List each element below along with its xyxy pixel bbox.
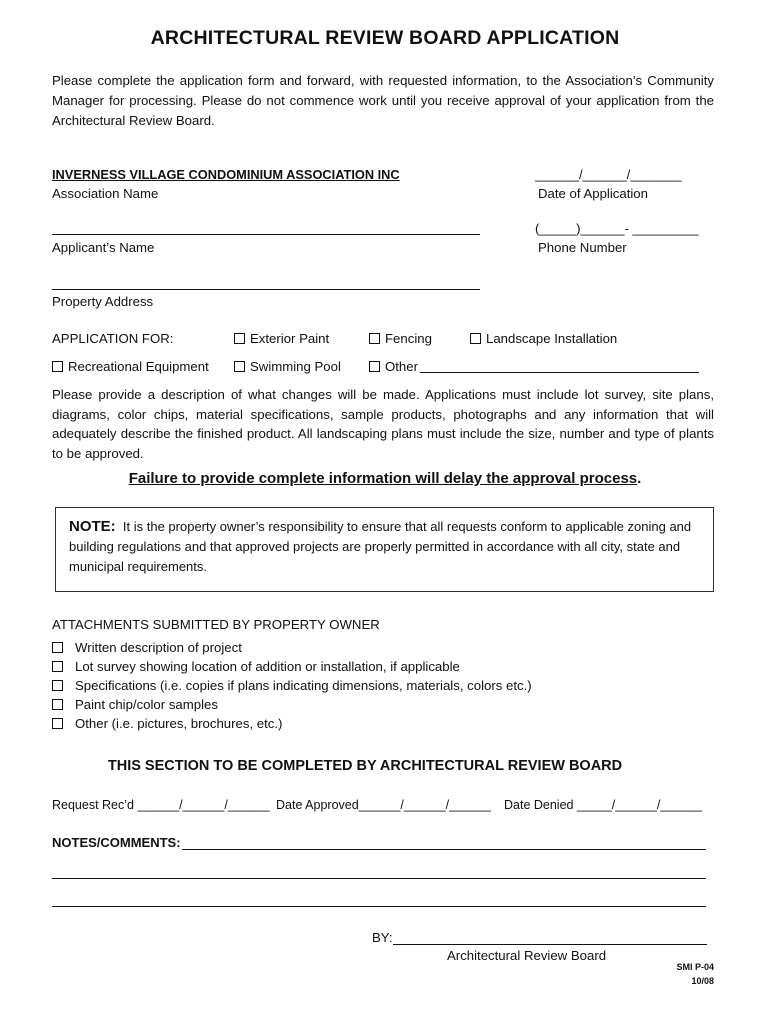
other-option[interactable] (369, 359, 418, 374)
note-text: It is the property owner’s responsibility to ensure that all requests conform to applicable zoning and building regulations and that approved projects are properly permitted in accordance with all city, state and municipal requirements. (69, 519, 692, 574)
attachment-item[interactable] (52, 697, 218, 712)
note-label: NOTE: (69, 518, 116, 535)
attachment-item[interactable] (52, 640, 242, 655)
attachment-item[interactable] (52, 716, 282, 731)
failure-warning (0, 470, 770, 487)
other-description-field[interactable] (420, 360, 699, 373)
swimming-pool-option[interactable] (234, 359, 341, 374)
checkbox-icon[interactable] (52, 718, 63, 729)
checkbox-icon[interactable] (52, 661, 63, 672)
signature-field[interactable] (393, 932, 707, 945)
swimming-pool-label: Swimming Pool (250, 359, 341, 374)
property-address-field[interactable] (52, 277, 480, 290)
fencing-label: Fencing (385, 331, 432, 346)
attachment-label: Written description of project (75, 640, 242, 655)
exterior-paint-label: Exterior Paint (250, 331, 330, 346)
by-label: BY: (372, 930, 393, 945)
failure-warning-period: . (637, 470, 642, 487)
notes-line[interactable] (182, 838, 706, 850)
attachment-label: Paint chip/color samples (75, 697, 218, 712)
landscape-installation-option[interactable] (470, 331, 617, 346)
checkbox-icon[interactable] (234, 361, 245, 372)
form-code: SMI P-04 (676, 962, 714, 972)
association-name-value: INVERNESS VILLAGE CONDOMINIUM ASSOCIATION INC (52, 167, 400, 182)
board-section-title: THIS SECTION TO BE COMPLETED BY ARCHITECTURAL REVIEW BOARD (107, 758, 623, 774)
checkbox-icon[interactable] (234, 333, 245, 344)
notes-line[interactable] (52, 866, 706, 879)
signature-caption: Architectural Review Board (447, 948, 607, 963)
notes-line[interactable] (52, 894, 706, 907)
checkbox-icon[interactable] (369, 361, 380, 372)
attachments-heading: ATTACHMENTS SUBMITTED BY PROPERTY OWNER (52, 617, 380, 632)
date-approved-field[interactable]: Date Approved______/______/______ (276, 798, 491, 812)
exterior-paint-option[interactable] (234, 331, 329, 346)
form-date: 10/08 (691, 976, 714, 986)
property-address-label: Property Address (52, 294, 154, 309)
date-of-application-label: Date of Application (538, 186, 648, 201)
attachment-item[interactable] (52, 659, 460, 674)
date-of-application-field[interactable]: ______/______/_______ (535, 167, 682, 182)
phone-number-label: Phone Number (538, 240, 627, 255)
checkbox-icon[interactable] (52, 361, 63, 372)
recreational-equipment-label: Recreational Equipment (68, 359, 209, 374)
attachment-label: Lot survey showing location of addition or installation, if applicable (75, 659, 460, 674)
request-received-field[interactable]: Request Rec’d ______/______/______ (52, 798, 270, 812)
recreational-equipment-option[interactable] (52, 359, 209, 374)
fencing-option[interactable] (369, 331, 432, 346)
description-paragraph: Please provide a description of what changes will be made. Applications must include lot survey, site plans, diagrams, color chips, material specifications, sample products, photographs and any information that will adequately describe the finished product. All landscaping plans must include the size, number and type of plants to be approved. (52, 387, 714, 461)
checkbox-icon[interactable] (369, 333, 380, 344)
date-denied-field[interactable]: Date Denied _____/______/______ (504, 798, 703, 812)
intro-paragraph: Please complete the application form and forward, with requested information, to the Association’s Community Manager for processing. Please do not commence work until you receive approval of your application from the Architectural Review Board. (52, 73, 714, 128)
attachment-item[interactable] (52, 678, 532, 693)
checkbox-icon[interactable] (470, 333, 481, 344)
association-name-label: Association Name (52, 186, 159, 201)
attachment-label: Specifications (i.e. copies if plans indicating dimensions, materials, colors etc.) (75, 678, 532, 693)
phone-number-field[interactable]: (_____)______- _________ (535, 221, 699, 236)
checkbox-icon[interactable] (52, 642, 63, 653)
failure-warning-text: Failure to provide complete information will delay the approval process (128, 470, 638, 487)
attachment-label: Other (i.e. pictures, brochures, etc.) (75, 716, 283, 731)
note-box (55, 507, 714, 592)
checkbox-icon[interactable] (52, 699, 63, 710)
landscape-installation-label: Landscape Installation (486, 331, 618, 346)
page-title: ARCHITECTURAL REVIEW BOARD APPLICATION (150, 27, 620, 49)
application-for-label: APPLICATION FOR: (52, 331, 174, 346)
notes-comments-label: NOTES/COMMENTS: (52, 835, 181, 850)
checkbox-icon[interactable] (52, 680, 63, 691)
applicant-name-field[interactable] (52, 222, 480, 235)
applicant-name-label: Applicant’s Name (52, 240, 155, 255)
other-label: Other (385, 359, 418, 374)
